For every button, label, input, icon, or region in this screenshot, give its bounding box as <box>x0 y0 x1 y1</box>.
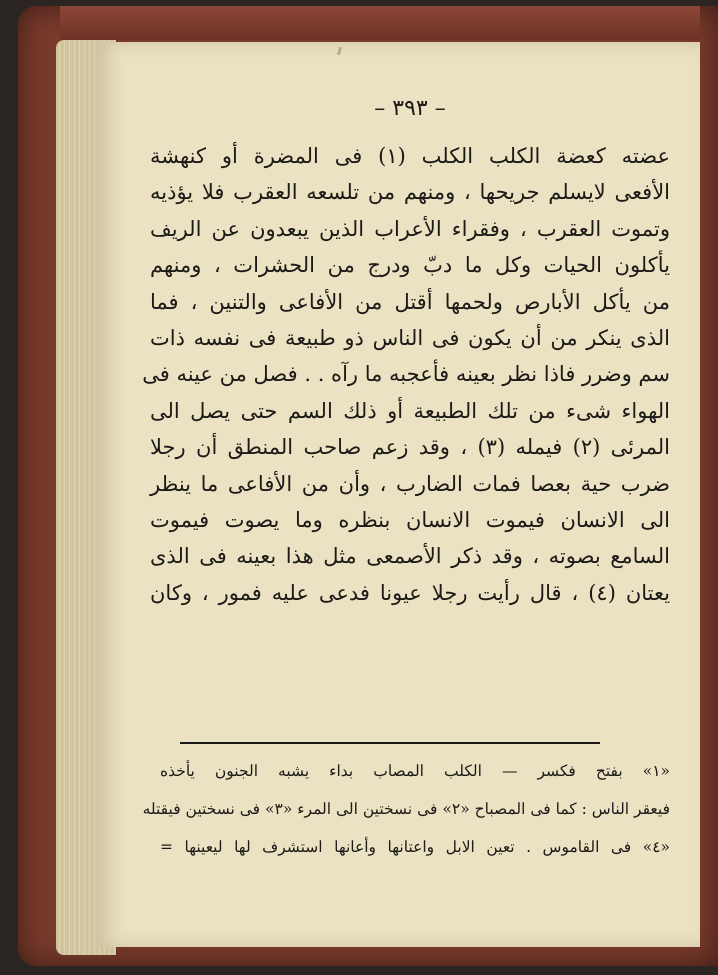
body-line-6: الذى ينكر من أن يكون فى الناس ذو طبيعة فى نفسه ذات <box>150 325 670 350</box>
footnote-rule <box>180 742 600 744</box>
body-line-12: السامع بصوته ، وقد ذكر الأصمعى مثل هذا بعينه فى الذى <box>150 544 670 569</box>
page-number: – ٣٩٣ – <box>374 96 446 121</box>
book-cover-top-edge <box>60 6 700 40</box>
body-line-2: الأفعى لايسلم جريحها ، ومنهم من تلسعه العقرب فلا يؤذيه <box>150 180 670 205</box>
footnote-line-3: «٤» فى القاموس . تعين الابل واعتانها وأعانها استشرف لها ليعينها = <box>160 838 670 856</box>
body-line-9: المرئى (٢) فيمله (٣) ، وقد زعم صاحب المنطق أن رجلا <box>150 435 670 460</box>
footnote-line-2: فيعقر الناس : كما فى المصباح «٢» فى نسختين الى المرء «٣» فى نسختين فيقتله <box>142 800 670 818</box>
footnotes <box>142 752 670 866</box>
body-line-11: الى الانسان فيموت الانسان بنظره وما يصوت فيموت <box>150 507 670 532</box>
body-line-4: يأكلون الحيات وكل ما دبّ ودرج من الحشرات ، ومنهم <box>150 253 670 278</box>
body-text <box>142 138 671 611</box>
body-line-1: عضته كعضة الكلب الكلب (١) فى المضرة أو كنهشة <box>150 144 671 168</box>
body-line-5: من يأكل الأبارص ولحمها أقتل من الأفاعى والتنين ، فما <box>150 289 670 314</box>
body-line-7: سم وضرر فاذا نظر بعينه فأعجبه ما رآه . . فصل من عينه فى <box>142 362 670 387</box>
body-line-13: يعتان (٤) ، قال رأيت رجلا عيونا فدعى عليه فمور ، وكان <box>150 580 670 605</box>
footnote-line-1: «١» بفتح فكسر — الكلب المصاب بداء يشبه الجنون يأخذه <box>160 762 670 780</box>
body-line-3: وتموت العقرب ، وفقراء الأعراب الذين يبعدون عن الريف <box>150 216 670 241</box>
body-line-10: ضرب حية بعصا فمات الضارب ، وأن من الأفاعى ما ينظر <box>150 471 670 496</box>
body-line-8: الهواء شىء من تلك الطبيعة أو ذلك السم حتى يصل الى <box>150 398 670 423</box>
